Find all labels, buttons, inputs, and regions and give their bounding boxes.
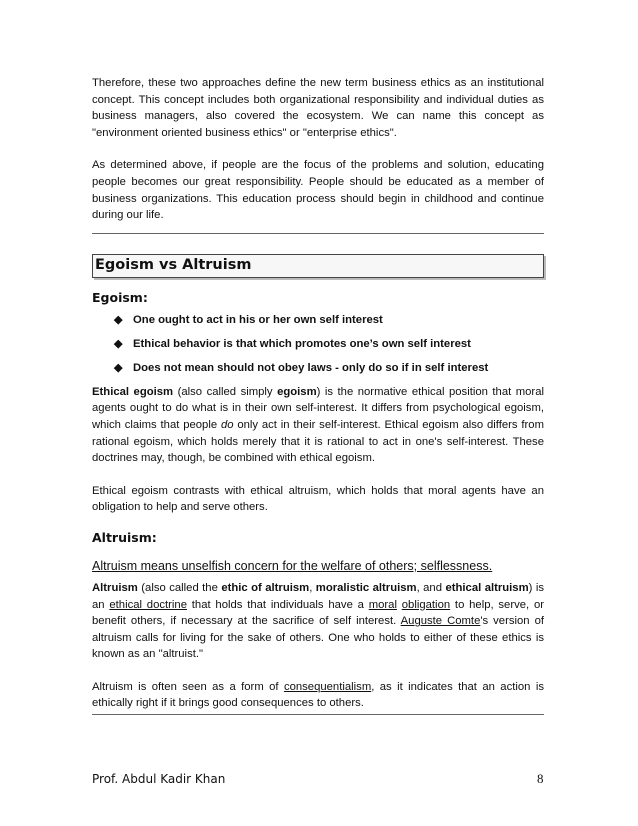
ethical-doctrine-link[interactable]: ethical doctrine bbox=[109, 598, 187, 611]
egoism-heading: Egoism: bbox=[92, 289, 148, 305]
diamond-bullet-icon: ◆ bbox=[114, 313, 123, 326]
page-number: 8 bbox=[537, 771, 544, 786]
footer-author: Prof. Abdul Kadir Khan bbox=[92, 772, 226, 786]
altruism-heading: Altruism: bbox=[92, 529, 157, 545]
divider bbox=[92, 714, 544, 715]
egoism-bullet-list bbox=[92, 312, 544, 376]
section-title: Egoism vs Altruism bbox=[95, 256, 252, 273]
diamond-bullet-icon: ◆ bbox=[114, 337, 123, 350]
section-title-box bbox=[92, 254, 544, 278]
auguste-comte-link[interactable]: Auguste Comte bbox=[400, 615, 481, 628]
page-body bbox=[92, 75, 544, 715]
altruism-paragraph-2: Altruism is often seen as a form of consequentialism, as it indicates that an action is ethically right if it brings good consequences to others. bbox=[92, 680, 544, 710]
list-item: ◆ Ethical behavior is that which promotes one’s own self interest bbox=[114, 337, 471, 350]
list-item: ◆ Does not mean should not obey laws - only do so if in self interest bbox=[114, 361, 489, 374]
altruism-paragraph-1: Altruism (also called the ethic of altruism, moralistic altruism, and ethical altruism) is an ethical doctrine that holds that individuals have a moral obligation to help, serve, or benefit others, if necessary at the sacrifice of self interest. Auguste Comte's version of altruism calls for living for the sake of others. One who holds to either of these ethics is known as an "altruist." bbox=[92, 581, 545, 661]
intro-paragraph-1: Therefore, these two approaches define the new term business ethics as an institutional concept. This concept includes both organizational responsibility and individual duties as business managers, also covered the ecosystem. We can name this concept as "environment oriented business ethics" or "enterprise ethics". bbox=[92, 77, 544, 139]
intro-paragraph-2: As determined above, if people are the focus of the problems and solution, educating people becomes our great responsibility. People should be educated as a member of business organizations. This education process should begin in childhood and continue during our life. bbox=[92, 159, 544, 222]
list-item: ◆ One ought to act in his or her own self interest bbox=[114, 313, 383, 326]
diamond-bullet-icon: ◆ bbox=[114, 361, 123, 374]
divider bbox=[92, 233, 544, 234]
obligation-link[interactable]: obligation bbox=[401, 598, 451, 611]
moral-link[interactable]: moral bbox=[368, 598, 397, 611]
altruism-definition: Altruism means unselfish concern for the welfare of others; selflessness. bbox=[92, 558, 493, 573]
egoism-paragraph-2: Ethical egoism contrasts with ethical altruism, which holds that moral agents have an obligation to help and serve others. bbox=[92, 484, 544, 514]
consequentialism-link[interactable]: consequentialism bbox=[283, 680, 372, 693]
egoism-paragraph-1: Ethical egoism (also called simply egoism) is the normative ethical position that moral agents ought to do what is in their own self-interest. It differs from psychological egoism, which claims that people do only act in their self-interest. Ethical egoism also differs from rational egoism, which holds merely that it is rational to act in one's self-interest. These doctrines may, though, be combined with ethical egoism. bbox=[92, 385, 544, 465]
